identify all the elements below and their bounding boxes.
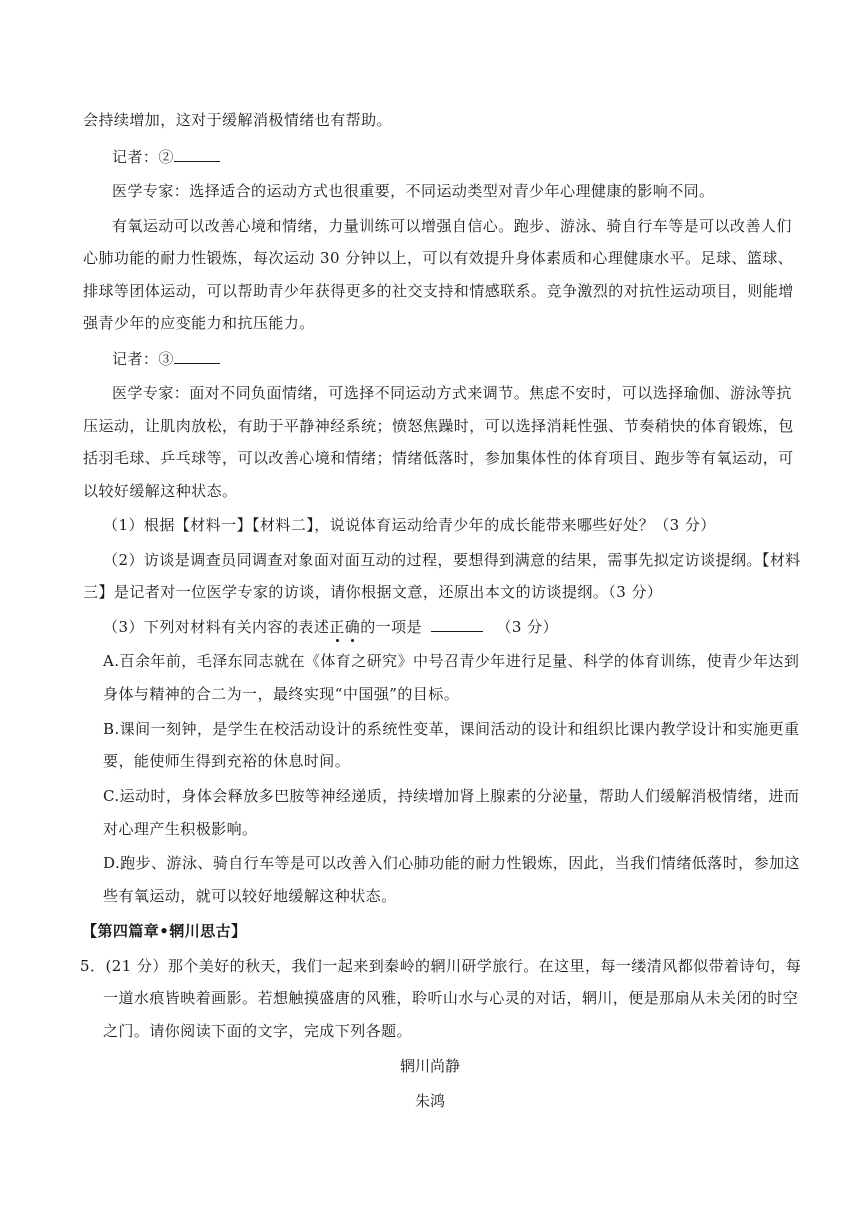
answer-blank-q3[interactable] <box>431 616 483 632</box>
question-3-score: （3 分） <box>496 618 559 636</box>
option-d-line: 些有氧运动，就可以较好地缓解这种状态。 <box>103 887 397 905</box>
question-5-line: 一道水痕皆映着画影。若想触摸盛唐的风雅，聆听山水与心灵的对话，辋川，便是那扇从未关闭的时空 <box>103 989 799 1007</box>
article-author: 朱鸿 <box>414 1092 445 1110</box>
question-5-line: 5．(21 分）那个美好的秋天，我们一起来到秦岭的辋川研学旅行。在这里，每一缕清风都似带着诗句，每 <box>80 957 802 975</box>
passage-line: 强青少年的应变能力和抗压能力。 <box>83 314 315 332</box>
question-5-line: 之门。请你阅读下面的文字，完成下列各题。 <box>103 1022 413 1040</box>
question-2-line: （2）访谈是调查员同调查对象面对面互动的过程，要想得到满意的结果，需事先拟定访谈提纲。【材料 <box>103 551 801 569</box>
passage-line: 排球等团体运动，可以帮助青少年获得更多的社交支持和情感联系。竞争激烈的对抗性运动项目，则能增 <box>83 282 794 300</box>
option-a-line: 身体与精神的合二为一，最终实现“中国强”的目标。 <box>103 685 460 703</box>
option-d-line: D.跑步、游泳、骑自行车等是可以改善入们心肺功能的耐力性锻炼，因此，当我们情绪低落时，参加这 <box>103 854 800 872</box>
question-2-line: 三】是记者对一位医学专家的访谈，请你根据文意，还原出本文的访谈提纲。（3 分） <box>83 583 663 601</box>
answer-blank-2[interactable] <box>174 146 220 162</box>
reporter-label: 记者：② <box>112 148 174 166</box>
section-heading: 【第四篇章•辋川思古】 <box>82 922 247 940</box>
answer-blank-3[interactable] <box>174 348 220 364</box>
passage-line: 会持续增加，这对于缓解消极情绪也有帮助。 <box>83 111 393 129</box>
passage-line: 有氧运动可以改善心境和情绪，力量训练可以增强自信心。跑步、游泳、骑自行车等是可以改善人们 <box>112 217 792 235</box>
question-1: （1）根据【材料一】【材料二】，说说体育运动给青少年的成长能带来哪些好处？（3 分） <box>103 516 716 534</box>
reporter-question-2 <box>112 146 812 167</box>
option-c-line: 对心理产生积极影响。 <box>103 820 258 838</box>
option-b-line: B.课间一刻钟，是学生在校活动设计的系统性变革，课间活动的设计和组织比课内教学设计和实施更重 <box>103 720 800 738</box>
option-b-line: 要，能使师生得到充裕的休息时间。 <box>103 752 351 770</box>
option-a-line: A.百余年前，毛泽东同志就在《体育之研究》中号召青少年进行足量、科学的体育训练，使青少年达到 <box>103 652 800 670</box>
passage-line: 以较好缓解这种状态。 <box>83 482 238 500</box>
article-title: 辋川尚静 <box>399 1057 460 1075</box>
option-c-line: C.运动时，身体会释放多巴胺等神经递质，持续增加肾上腺素的分泌量，帮助人们缓解消极情绪，进而 <box>103 787 800 805</box>
emphasis-char: 正 <box>329 618 345 636</box>
question-3-text: （3）下列对材料有关内容的表述 <box>103 618 330 636</box>
emphasis-char: 确 <box>344 618 361 636</box>
passage-line: 医学专家：选择适合的运动方式也很重要，不同运动类型对青少年心理健康的影响不同。 <box>112 182 715 200</box>
passage-line: 压运动，让肌肉放松，有助于平静神经系统；愤怒焦躁时，可以选择消耗性强、节奏稍快的体育锻炼，包 <box>83 417 794 435</box>
passage-line: 括羽毛球、乒乓球等，可以改善心境和情绪；情绪低落时，参加集体性的体育项目、跑步等有氧运动，可 <box>83 449 794 467</box>
question-3-text: 的一项是 <box>360 618 423 636</box>
passage-line: 心肺功能的耐力性锻炼，每次运动 30 分钟以上，可以有效提升身体素质和心理健康水平。足球、篮球、 <box>83 249 794 267</box>
reporter-label: 记者：③ <box>112 350 174 368</box>
question-3 <box>103 616 803 637</box>
passage-line: 医学专家：面对不同负面情绪，可选择不同运动方式来调节。焦虑不安时，可以选择瑜伽、游泳等抗 <box>112 384 792 402</box>
reporter-question-3 <box>112 348 812 369</box>
